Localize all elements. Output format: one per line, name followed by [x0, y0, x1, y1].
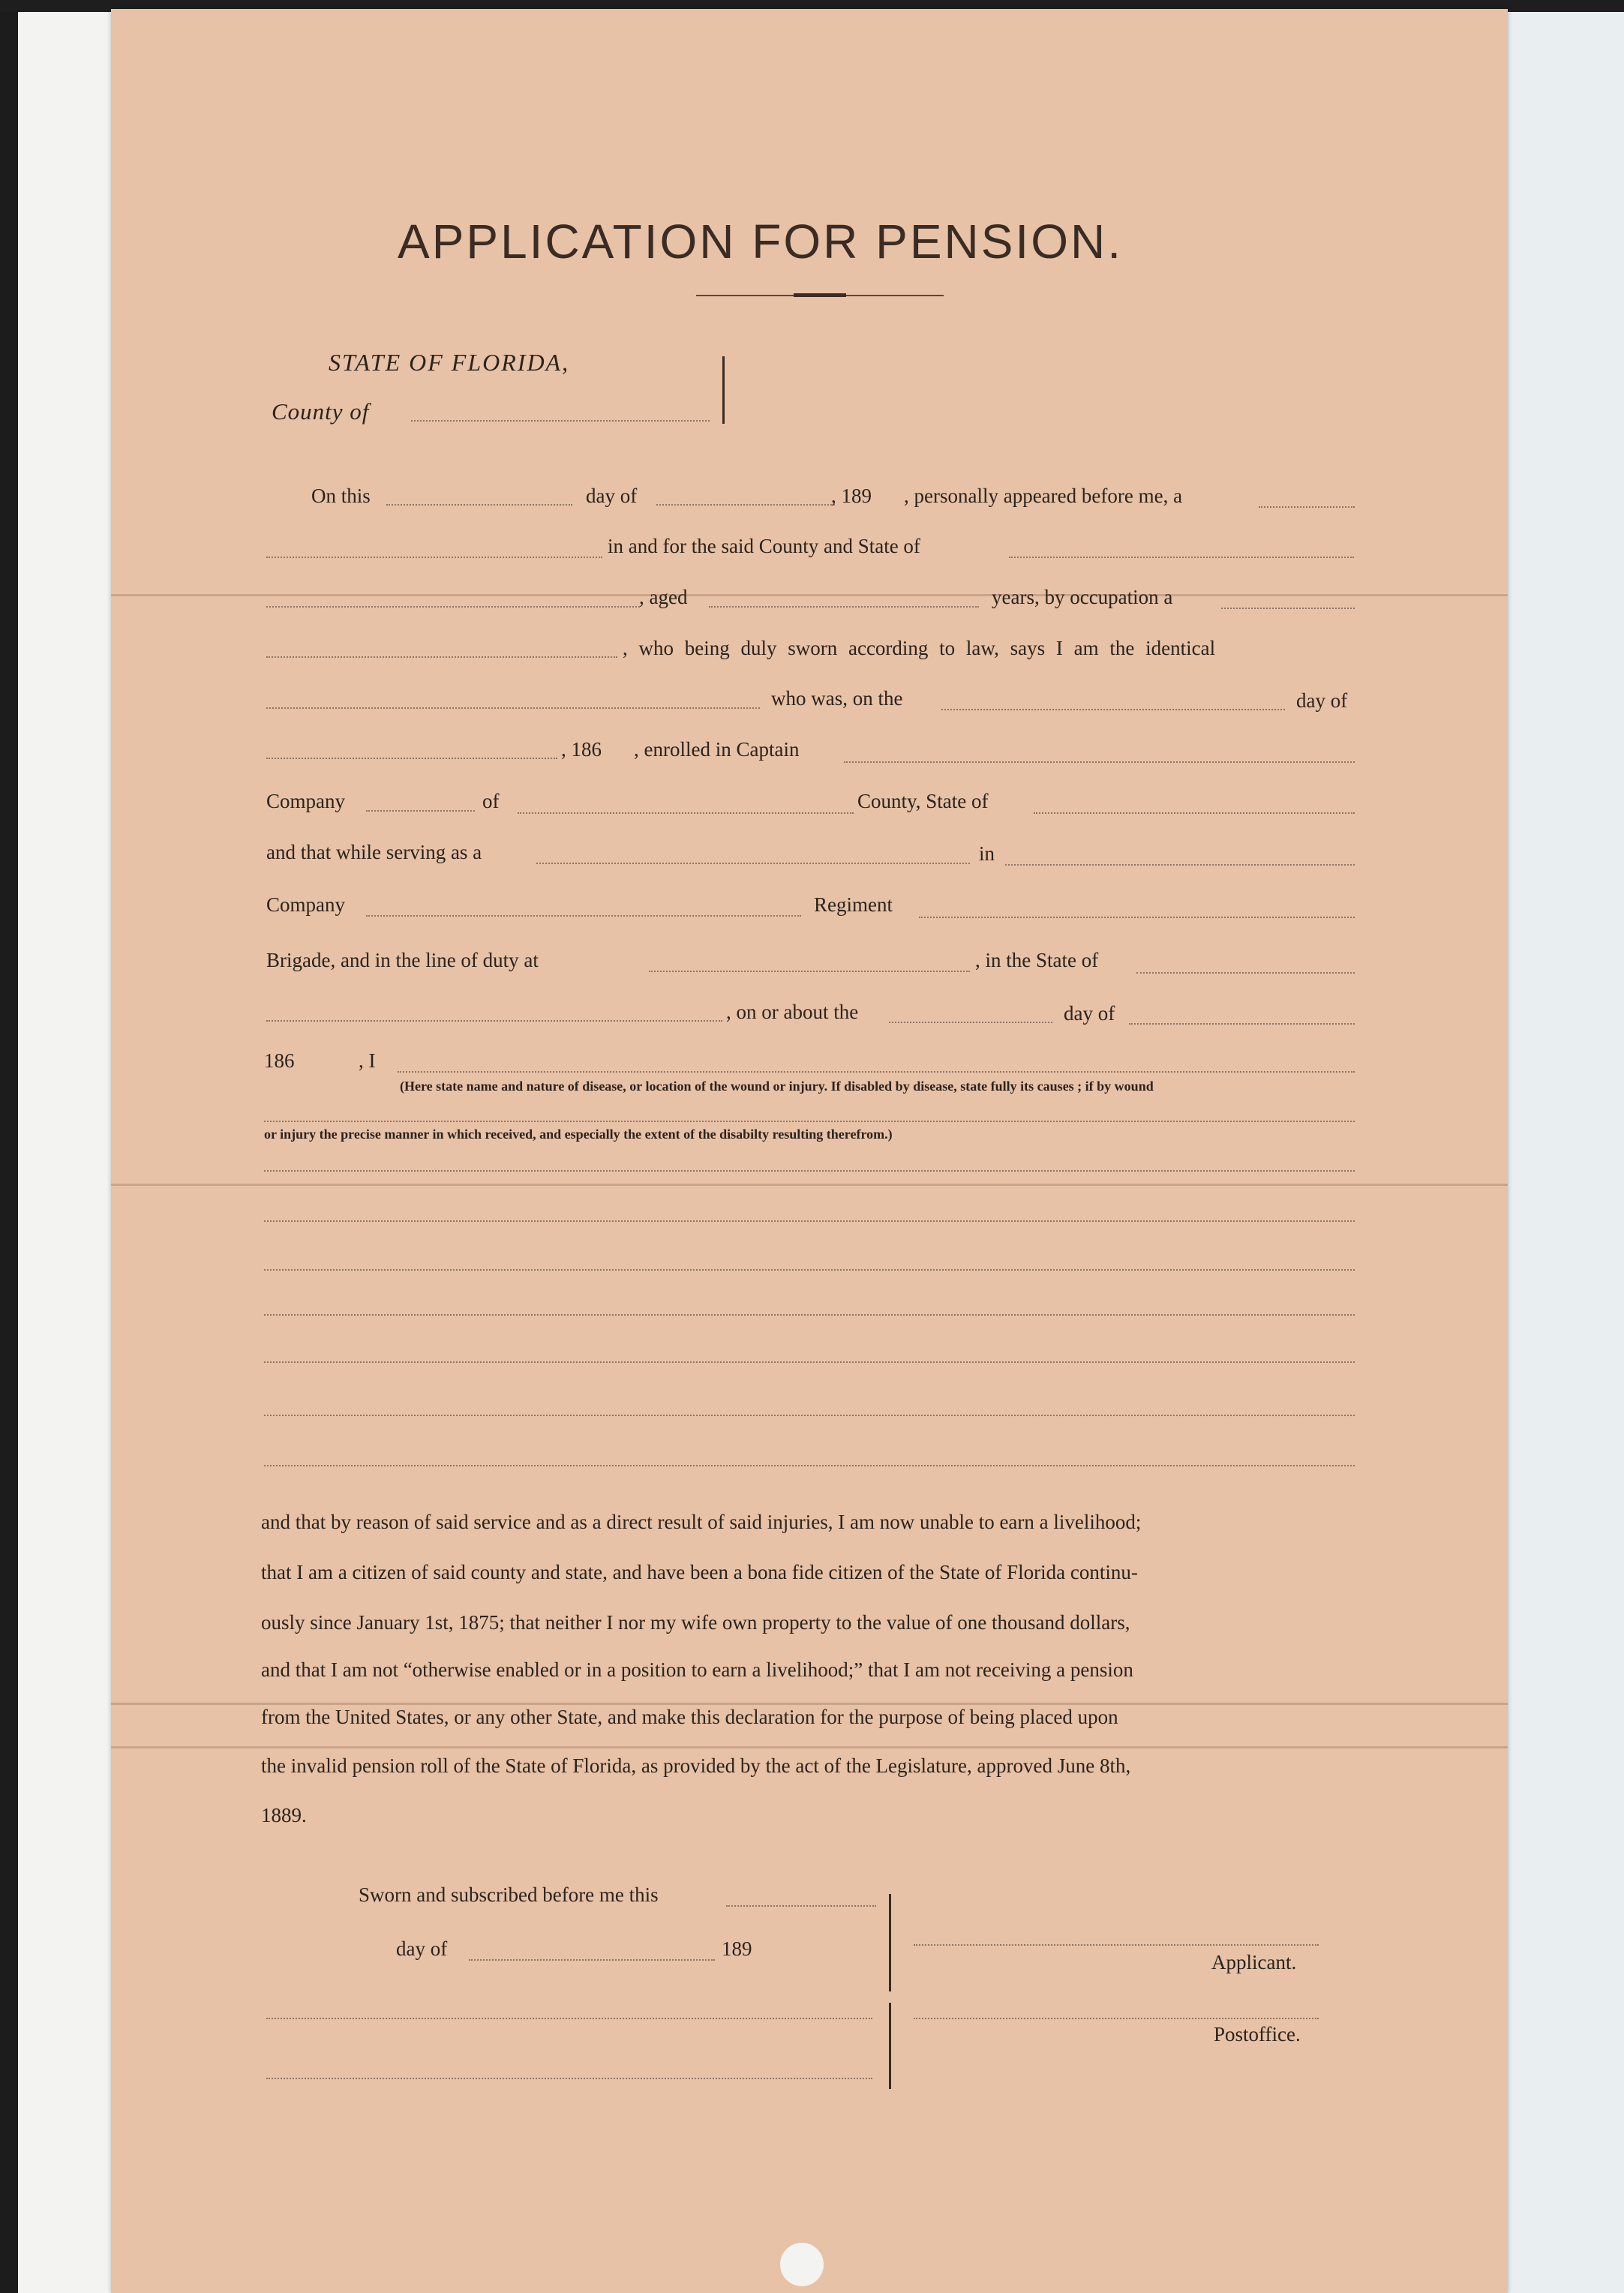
applicant-name-field[interactable] — [266, 606, 640, 608]
description-line[interactable] — [264, 1170, 1355, 1172]
scan-background-strip — [18, 0, 117, 2293]
declaration-line-4: and that I am not “otherwise enabled or in a position to earn a livelihood;” that I am not receiving a pension — [261, 1658, 1133, 1681]
month-field[interactable] — [656, 504, 835, 506]
declaration-line-2: that I am a citizen of said county and state, and have been a bona fide citizen of the State of Florida continu- — [261, 1561, 1138, 1583]
instruction-note-1: (Here state name and nature of disease, or location of the wound or injury. If disabled by disease, state fully its causes ; if by wound — [400, 1079, 1154, 1094]
text-company-2: Company — [266, 893, 345, 916]
service-unit-field[interactable] — [1005, 864, 1355, 866]
text-in: in — [979, 842, 995, 865]
officer-title-field[interactable] — [1259, 506, 1355, 508]
enroll-month-field[interactable] — [266, 758, 557, 759]
sworn-month-field[interactable] — [469, 1959, 715, 1961]
description-line[interactable] — [264, 1269, 1355, 1271]
paper-fold-line — [111, 1184, 1508, 1186]
captain-field[interactable] — [844, 761, 1355, 763]
duty-state-field[interactable] — [1136, 972, 1355, 974]
text-enrolled-captain: , enrolled in Captain — [634, 738, 800, 761]
postoffice-field[interactable] — [914, 2018, 1319, 2019]
title-rule-center — [794, 293, 846, 297]
enroll-day-field[interactable] — [941, 709, 1285, 710]
enroll-county-field[interactable] — [518, 812, 854, 814]
text-comma-i: , I — [359, 1049, 376, 1072]
text-day-of: day of — [586, 485, 638, 507]
day-field[interactable] — [386, 504, 572, 506]
officer-field[interactable] — [266, 557, 602, 558]
signature-brace — [889, 1894, 896, 1991]
text-duly-sworn: , who being duly sworn according to law, says I am the identical — [623, 637, 1216, 659]
text-while-serving: and that while serving as a — [266, 841, 482, 863]
declaration-line-7: 1889. — [261, 1804, 307, 1826]
text-who-was-on-the: who was, on the — [771, 687, 903, 710]
text-day-of-2: day of — [1296, 689, 1348, 712]
location-field[interactable] — [266, 1020, 722, 1022]
description-line[interactable] — [264, 1361, 1355, 1363]
text-186-2: 186 — [264, 1049, 295, 1072]
sworn-text: Sworn and subscribed before me this — [359, 1883, 659, 1906]
text-personally-appeared: , personally appeared before me, a — [904, 485, 1183, 507]
text-day-of-3: day of — [1064, 1002, 1115, 1025]
text-aged: , aged — [639, 586, 688, 608]
text-county-state-of: County, State of — [857, 790, 989, 812]
paper-fold-line — [111, 594, 1508, 596]
official-signature-field[interactable] — [266, 2018, 872, 2019]
description-line[interactable] — [264, 1314, 1355, 1316]
instruction-note-2: or injury the precise manner in which received, and especially the extent of the disabilty resulting therefrom.) — [264, 1127, 893, 1142]
text-county-state: in and for the said County and State of — [608, 535, 920, 557]
county-field[interactable] — [411, 420, 710, 422]
sworn-day-field[interactable] — [726, 1905, 876, 1907]
official-title-field[interactable] — [266, 2078, 872, 2079]
text-on-or-about: , on or about the — [726, 1001, 859, 1023]
text-of: of — [482, 790, 500, 812]
description-line[interactable] — [264, 1220, 1355, 1222]
residence-field[interactable] — [266, 656, 617, 658]
declaration-line-1: and that by reason of said service and as a direct result of said injuries, I am now unable to earn a livelihood; — [261, 1511, 1142, 1533]
text-years-occupation: years, by occupation a — [992, 586, 1173, 608]
text-regiment: Regiment — [814, 893, 893, 916]
applicant-signature-field[interactable] — [914, 1944, 1319, 1946]
declaration-line-6: the invalid pension roll of the State of Florida, as provided by the act of the Legislature, approved June 8th, — [261, 1754, 1131, 1777]
header-brace — [722, 356, 729, 424]
punched-hole — [780, 2243, 824, 2286]
scan-background-edge — [0, 0, 18, 2293]
injury-month-field[interactable] — [1129, 1023, 1355, 1025]
postoffice-label: Postoffice. — [1214, 2023, 1301, 2045]
company-field-2[interactable] — [366, 915, 801, 917]
county-label: County of — [272, 398, 370, 425]
injury-day-field[interactable] — [889, 1022, 1052, 1023]
company-field[interactable] — [366, 810, 475, 812]
declaration-line-5: from the United States, or any other State, and make this declaration for the purpose of being placed upon — [261, 1706, 1118, 1728]
occupation-field[interactable] — [1221, 608, 1355, 609]
state-heading: STATE OF FLORIDA, — [329, 349, 570, 376]
injury-description-field[interactable] — [398, 1071, 1355, 1073]
identical-name-field[interactable] — [266, 707, 760, 709]
applicant-label: Applicant. — [1211, 1951, 1297, 1973]
enroll-state-field[interactable] — [1034, 812, 1355, 814]
pension-application-page — [111, 9, 1508, 2293]
duty-location-field[interactable] — [649, 971, 970, 972]
text-on-this: On this — [311, 485, 371, 507]
description-line[interactable] — [264, 1465, 1355, 1466]
rank-field[interactable] — [536, 863, 970, 864]
form-title: APPLICATION FOR PENSION. — [398, 215, 1123, 269]
text-189: , 189 — [831, 485, 872, 507]
sworn-day-of: day of — [396, 1937, 448, 1960]
declaration-line-3: ously since January 1st, 1875; that neither I nor my wife own property to the value of one thousand dollars, — [261, 1611, 1130, 1634]
text-brigade-duty: Brigade, and in the line of duty at — [266, 949, 539, 971]
text-company: Company — [266, 790, 345, 812]
signature-brace — [889, 2003, 896, 2089]
text-in-state-of: , in the State of — [975, 949, 1099, 971]
state-field[interactable] — [1009, 557, 1354, 558]
paper-fold-line — [111, 1746, 1508, 1748]
text-186: , 186 — [561, 738, 602, 761]
sworn-year: 189 — [722, 1937, 752, 1960]
description-line[interactable] — [264, 1415, 1355, 1416]
regiment-field[interactable] — [919, 917, 1355, 918]
age-field[interactable] — [709, 606, 979, 608]
